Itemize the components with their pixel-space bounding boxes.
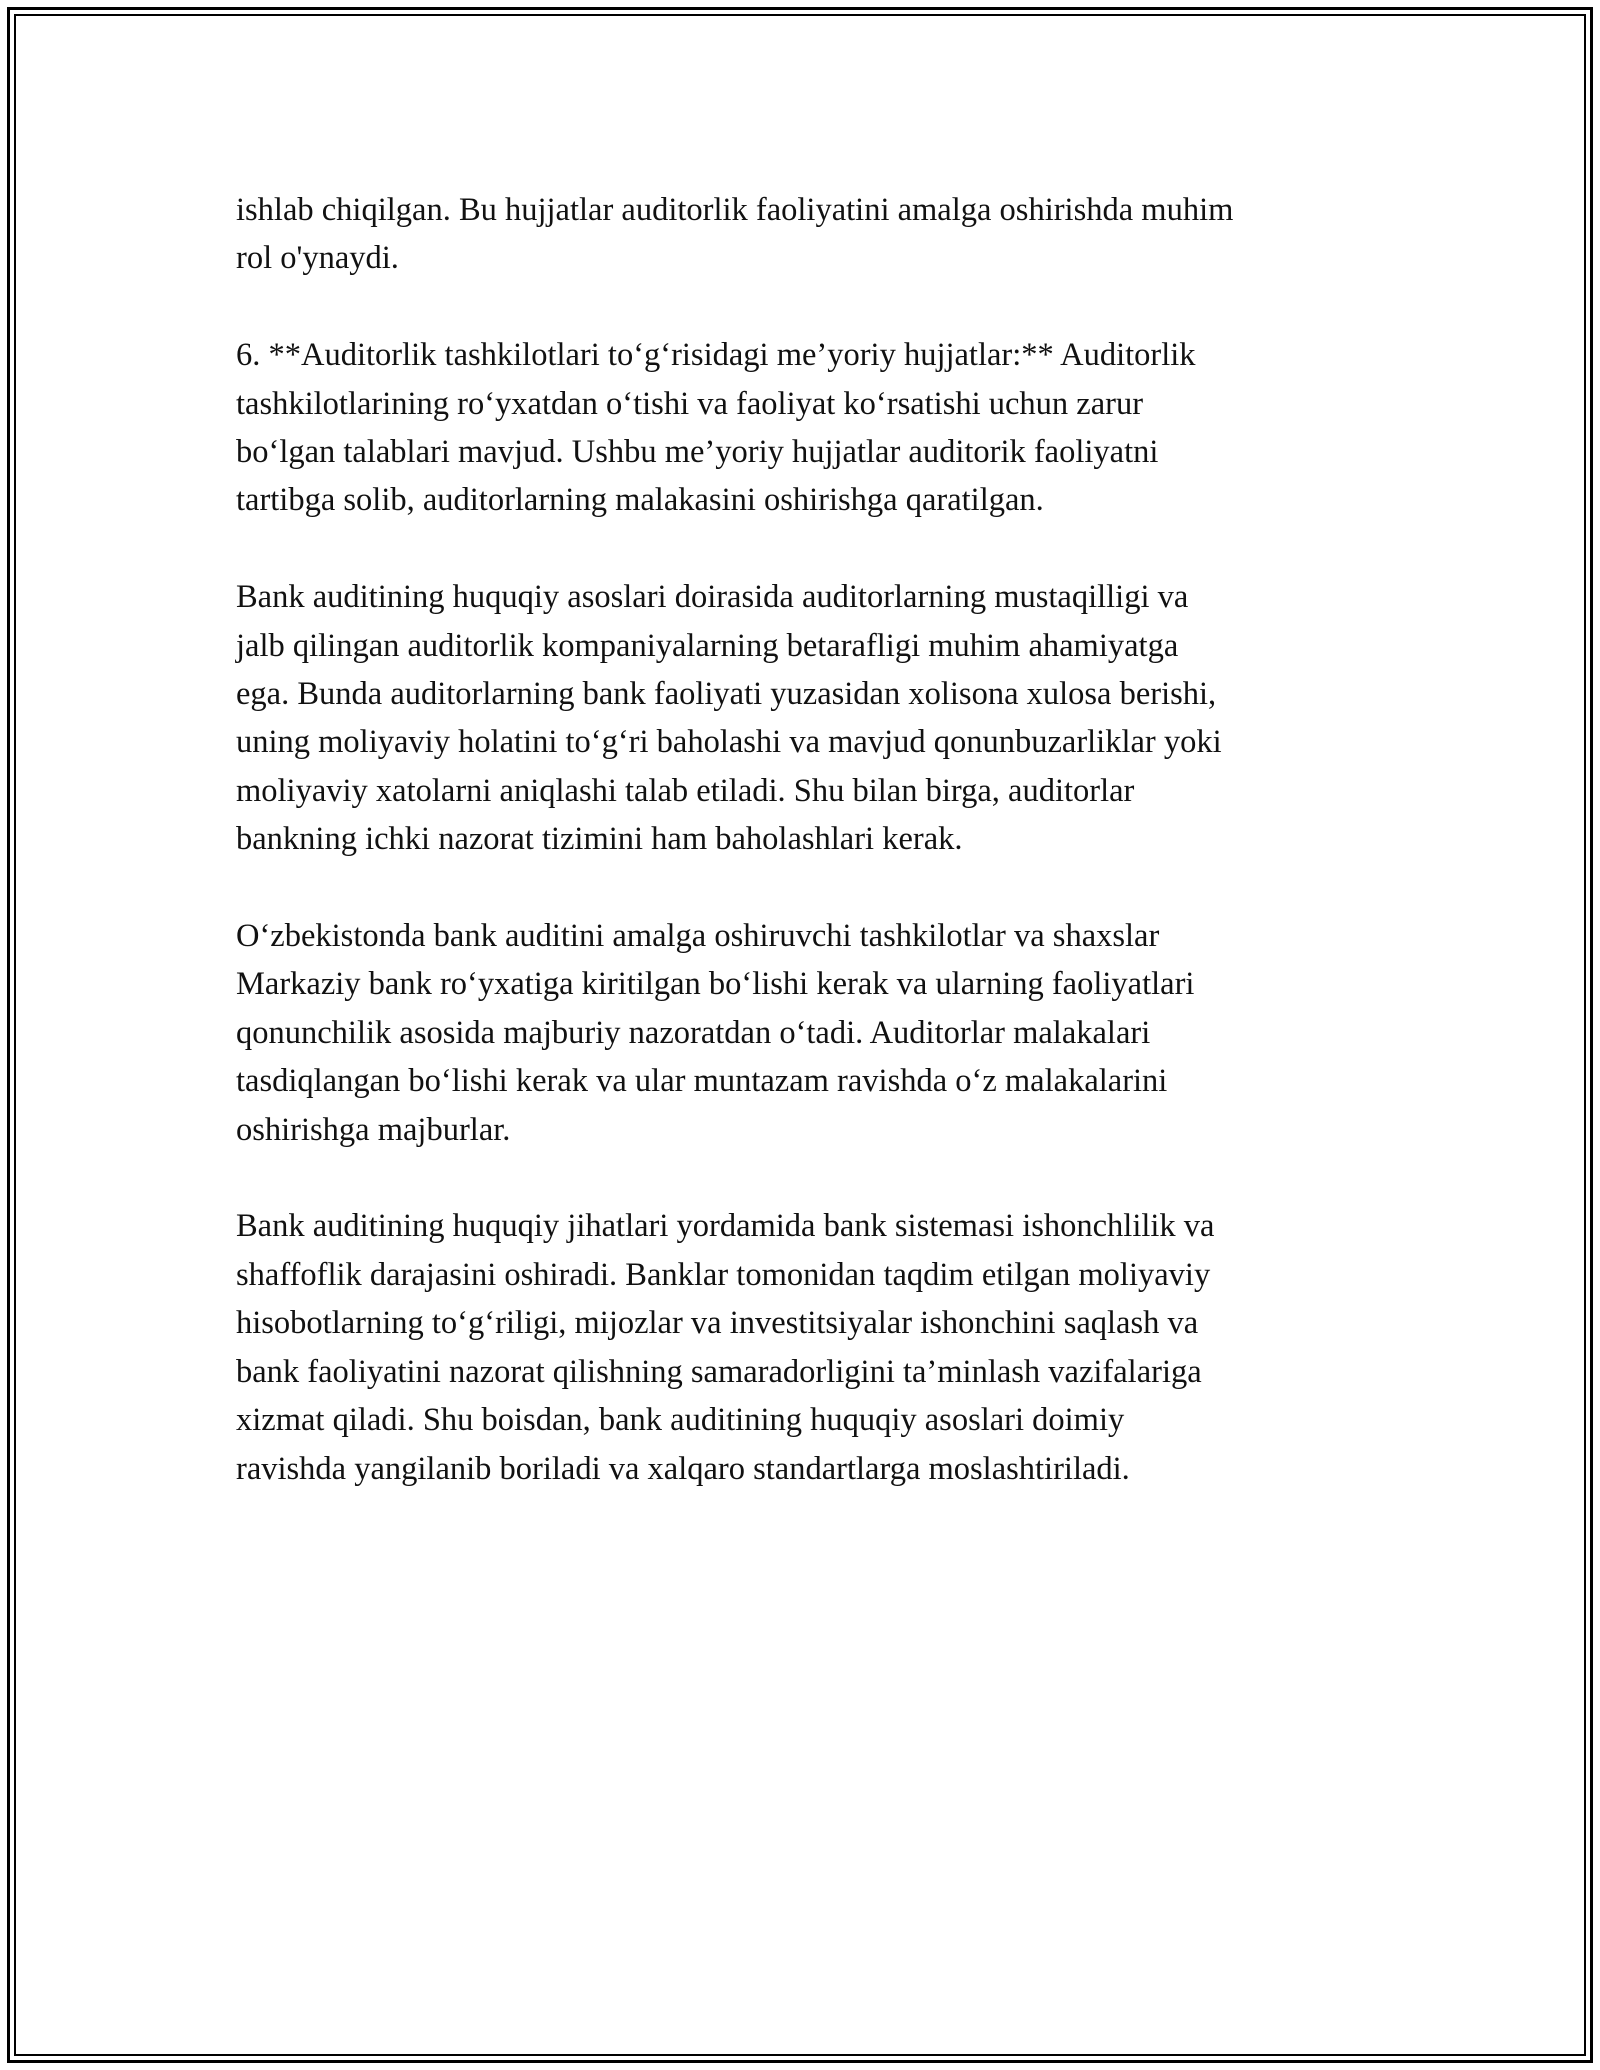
paragraph-uzbekistan: O‘zbekistonda bank auditini amalga oshiruvchi tashkilotlar va shaxslar Markaziy bank ro‘yxatiga kiritilgan bo‘lishi kerak va ularning faoliyatlari qonunchilik asosida majburiy nazoratdan o‘tadi. Auditorlar malakalari tasdiqlangan bo‘lishi kerak va ular muntazam ravishda o‘z malakalarini oshirishga majburlar. (236, 918, 1195, 1148)
paragraph-continuation: ishlab chiqilgan. Bu hujjatlar auditorlik faoliyatini amalga oshirishda muhim rol o'ynaydi. (236, 192, 1234, 277)
document-body (236, 186, 1386, 1541)
paragraph-legal-aspects: Bank auditining huquqiy jihatlari yordamida bank sistemasi ishonchlilik va shaffoflik darajasini oshiradi. Banklar tomonidan taqdim etilgan moliyaviy hisobotlarning to‘g‘riligi, mijozlar va investitsiyalar ishonchini saqlash va bank faoliyatini nazorat qilishning samaradorligini ta’minlash vazifalariga xizmat qiladi. Shu boisdan, bank auditining huquqiy asoslari doimiy ravishda yangilanib boriladi va xalqaro standartlarga moslashtiriladi. (236, 1208, 1215, 1487)
paragraph-independence: Bank auditining huquqiy asoslari doirasida auditorlarning mustaqilligi va jalb qilingan auditorlik kompaniyalarning betarafligi muhim ahamiyatga ega. Bunda auditorlarning bank faoliyati yuzasidan xolisona xulosa berishi, uning moliyaviy holatini to‘g‘ri baholashi va mavjud qonunbuzarliklar yoki moliyaviy xatolarni aniqlashi talab etiladi. Shu bilan birga, auditorlar bankning ichki nazorat tizimini ham baholashlari kerak. (236, 579, 1222, 858)
paragraph-item-6: 6. **Auditorlik tashkilotlari to‘g‘risidagi me’yoriy hujjatlar:** Auditorlik tashkilotlarining ro‘yxatdan o‘tishi va faoliyat ko‘rsatishi uchun zarur bo‘lgan talablari mavjud. Ushbu me’yoriy hujjatlar auditorik faoliyatni tartibga solib, auditorlarning malakasini oshirishga qaratilgan. (236, 337, 1196, 519)
